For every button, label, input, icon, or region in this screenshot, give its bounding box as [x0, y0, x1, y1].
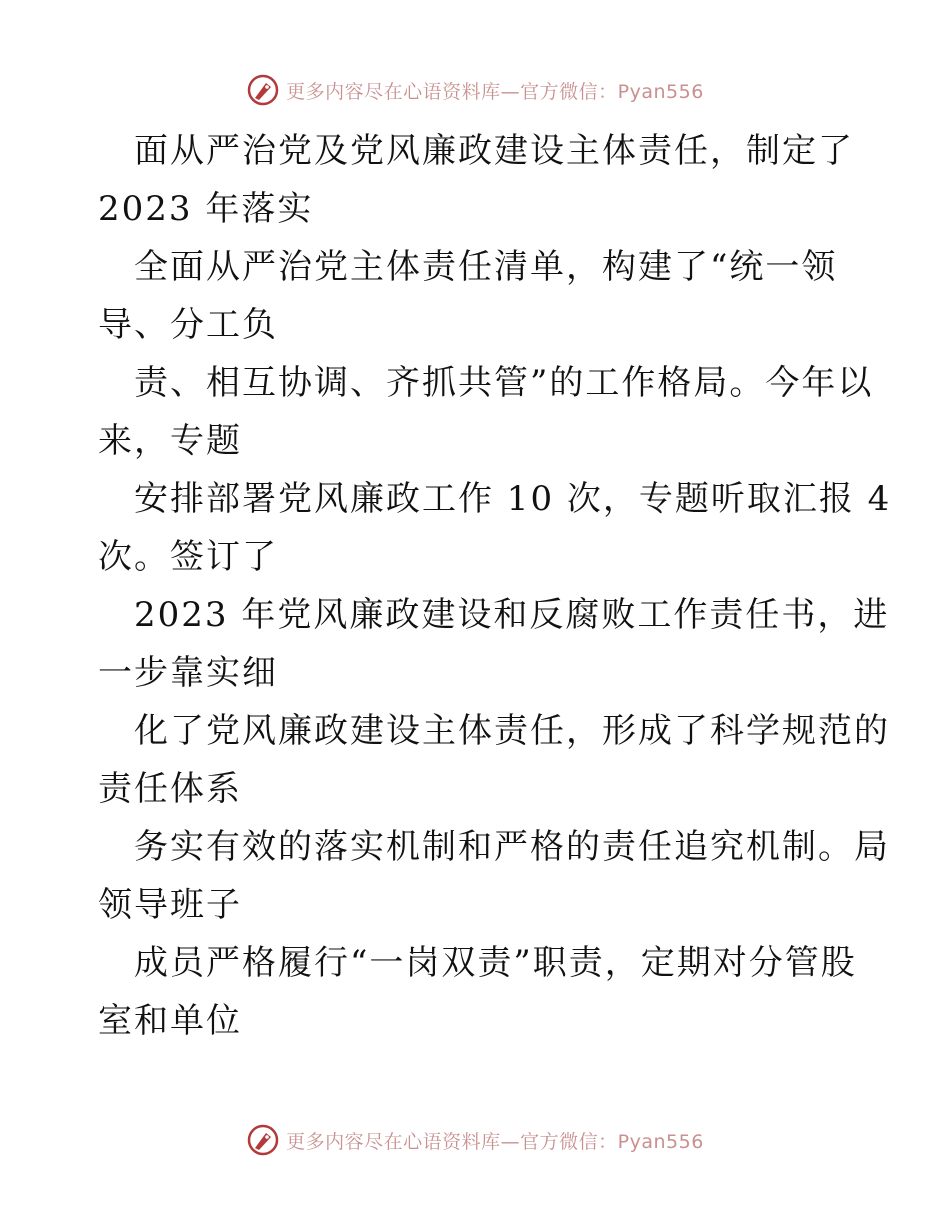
paragraph-1	[98, 122, 858, 238]
paragraph-line: 来，专题	[98, 421, 242, 461]
pen-nib-logo-icon	[246, 73, 280, 107]
paragraph-line: 一步靠实细	[98, 653, 278, 693]
paragraph-line: 室和单位	[98, 1001, 242, 1041]
paragraph-7	[98, 818, 890, 934]
paragraph-line: 成员严格履行“一岗双责”职责，定期对分管股	[134, 943, 857, 983]
paragraph-line: 面从严治党及党风廉政建设主体责任，制定了	[134, 131, 854, 171]
paragraph-line: 全面从严治党主体责任清单，构建了“统一领	[134, 247, 838, 287]
paragraph-5	[98, 586, 890, 702]
paragraph-3	[98, 354, 874, 470]
paragraph-line: 领导班子	[98, 885, 242, 925]
watermark-text: 更多内容尽在心语资料库—官方微信：Pyan556	[286, 80, 704, 103]
paragraph-6	[98, 702, 890, 818]
paragraph-line: 安排部署党风廉政工作 10 次，专题听取汇报 4	[134, 479, 892, 519]
paragraph-line: 责任体系	[98, 769, 242, 809]
paragraph-line: 化了党风廉政建设主体责任，形成了科学规范的	[134, 711, 890, 751]
document-body	[98, 122, 892, 1050]
paragraph-line: 2023 年党风廉政建设和反腐败工作责任书，进	[134, 595, 890, 635]
paragraph-4	[98, 470, 892, 586]
paragraph-line: 导、分工负	[98, 305, 278, 345]
paragraph-8	[98, 934, 858, 1050]
paragraph-line: 次。签订了	[98, 537, 278, 577]
paragraph-2	[98, 238, 858, 354]
header-watermark	[0, 70, 950, 110]
paragraph-line: 务实有效的落实机制和严格的责任追究机制。局	[134, 827, 890, 867]
paragraph-line: 责、相互协调、齐抓共管”的工作格局。今年以	[134, 363, 874, 403]
pen-nib-logo-icon	[246, 1123, 280, 1157]
paragraph-line: 2023 年落实	[98, 189, 314, 229]
watermark-text: 更多内容尽在心语资料库—官方微信：Pyan556	[286, 1130, 704, 1153]
footer-watermark	[0, 1120, 950, 1160]
